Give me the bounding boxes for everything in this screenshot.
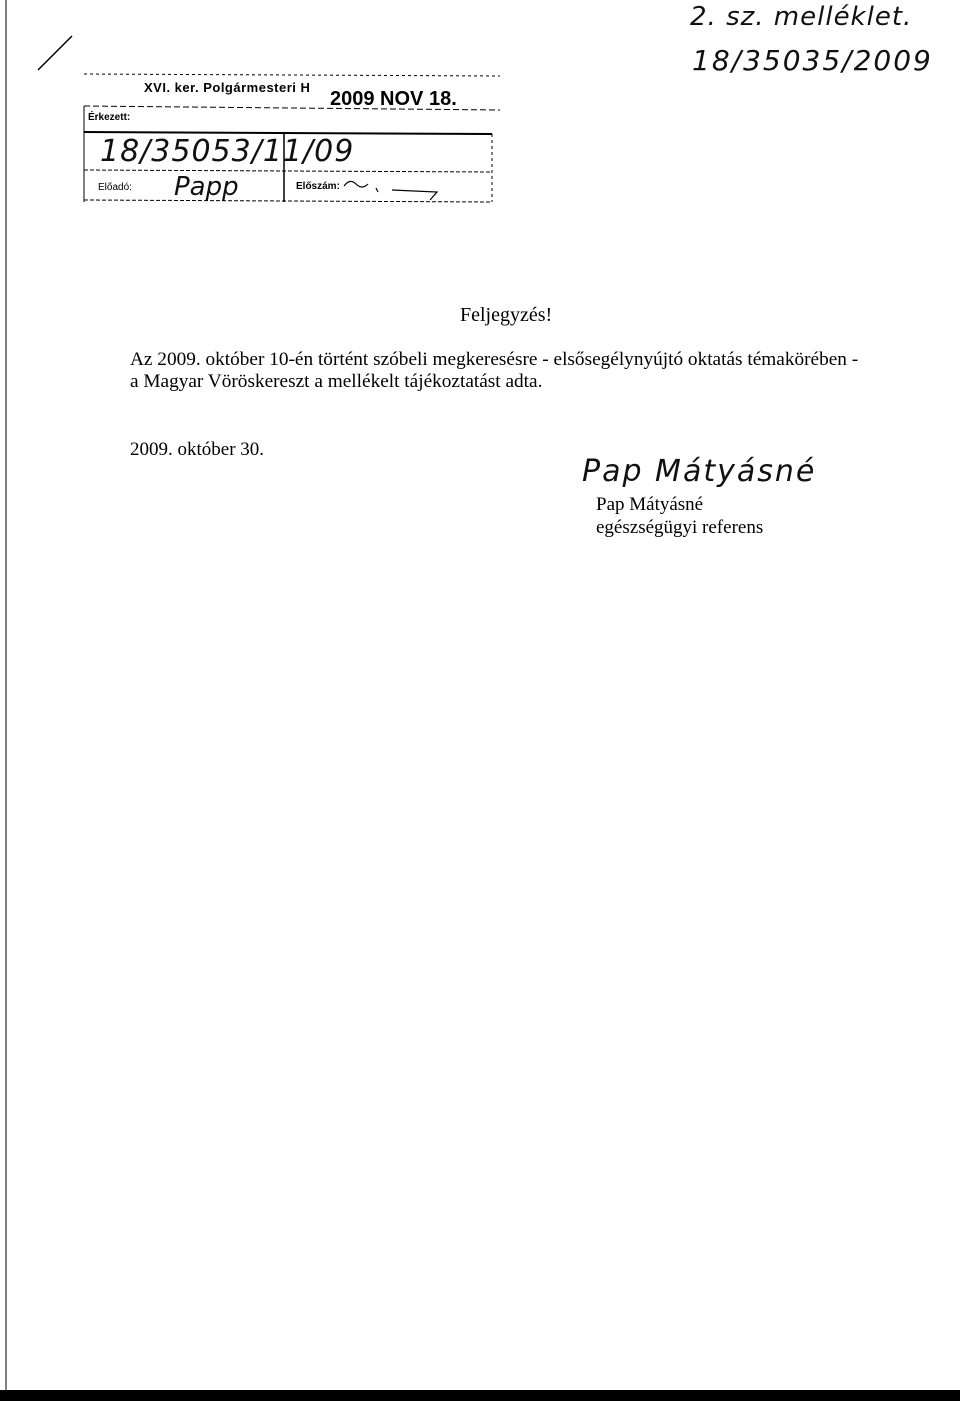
stamp-office: XVI. ker. Polgármesteri H	[144, 80, 311, 95]
annex-file-number: 18/35035/2009	[692, 44, 933, 77]
bottom-border	[0, 1390, 960, 1401]
body-paragraph-line-1: Az 2009. október 10-én történt szóbeli megkeresésre - elsősegélynyújtó oktatás témakörében -	[130, 349, 859, 370]
stamp-registration-number: 18/35053/11/09	[100, 134, 355, 169]
annex-note: 2. sz. melléklet.	[690, 2, 913, 32]
body-paragraph-line-2: a Magyar Vöröskereszt a mellékelt tájékoztatást adta.	[130, 371, 543, 392]
signatory-title: egészségügyi referens	[596, 517, 764, 538]
stamp-eloszam-scribble	[342, 172, 462, 202]
document-heading: Feljegyzés!	[460, 304, 553, 326]
handwritten-signature: Pap Mátyásné	[582, 454, 817, 489]
stamp-eloado-label: Előadó:	[98, 182, 132, 193]
stamp-date: 2009 NOV 18.	[330, 88, 457, 110]
stamp-eloado-signature: Papp	[174, 172, 239, 202]
registration-stamp	[82, 68, 500, 208]
signatory-name: Pap Mátyásné	[596, 494, 704, 515]
stamp-eloszam-label: Előszám:	[296, 181, 340, 192]
document-date: 2009. október 30.	[130, 439, 265, 460]
stamp-erkezett-label: Érkezett:	[88, 112, 131, 123]
